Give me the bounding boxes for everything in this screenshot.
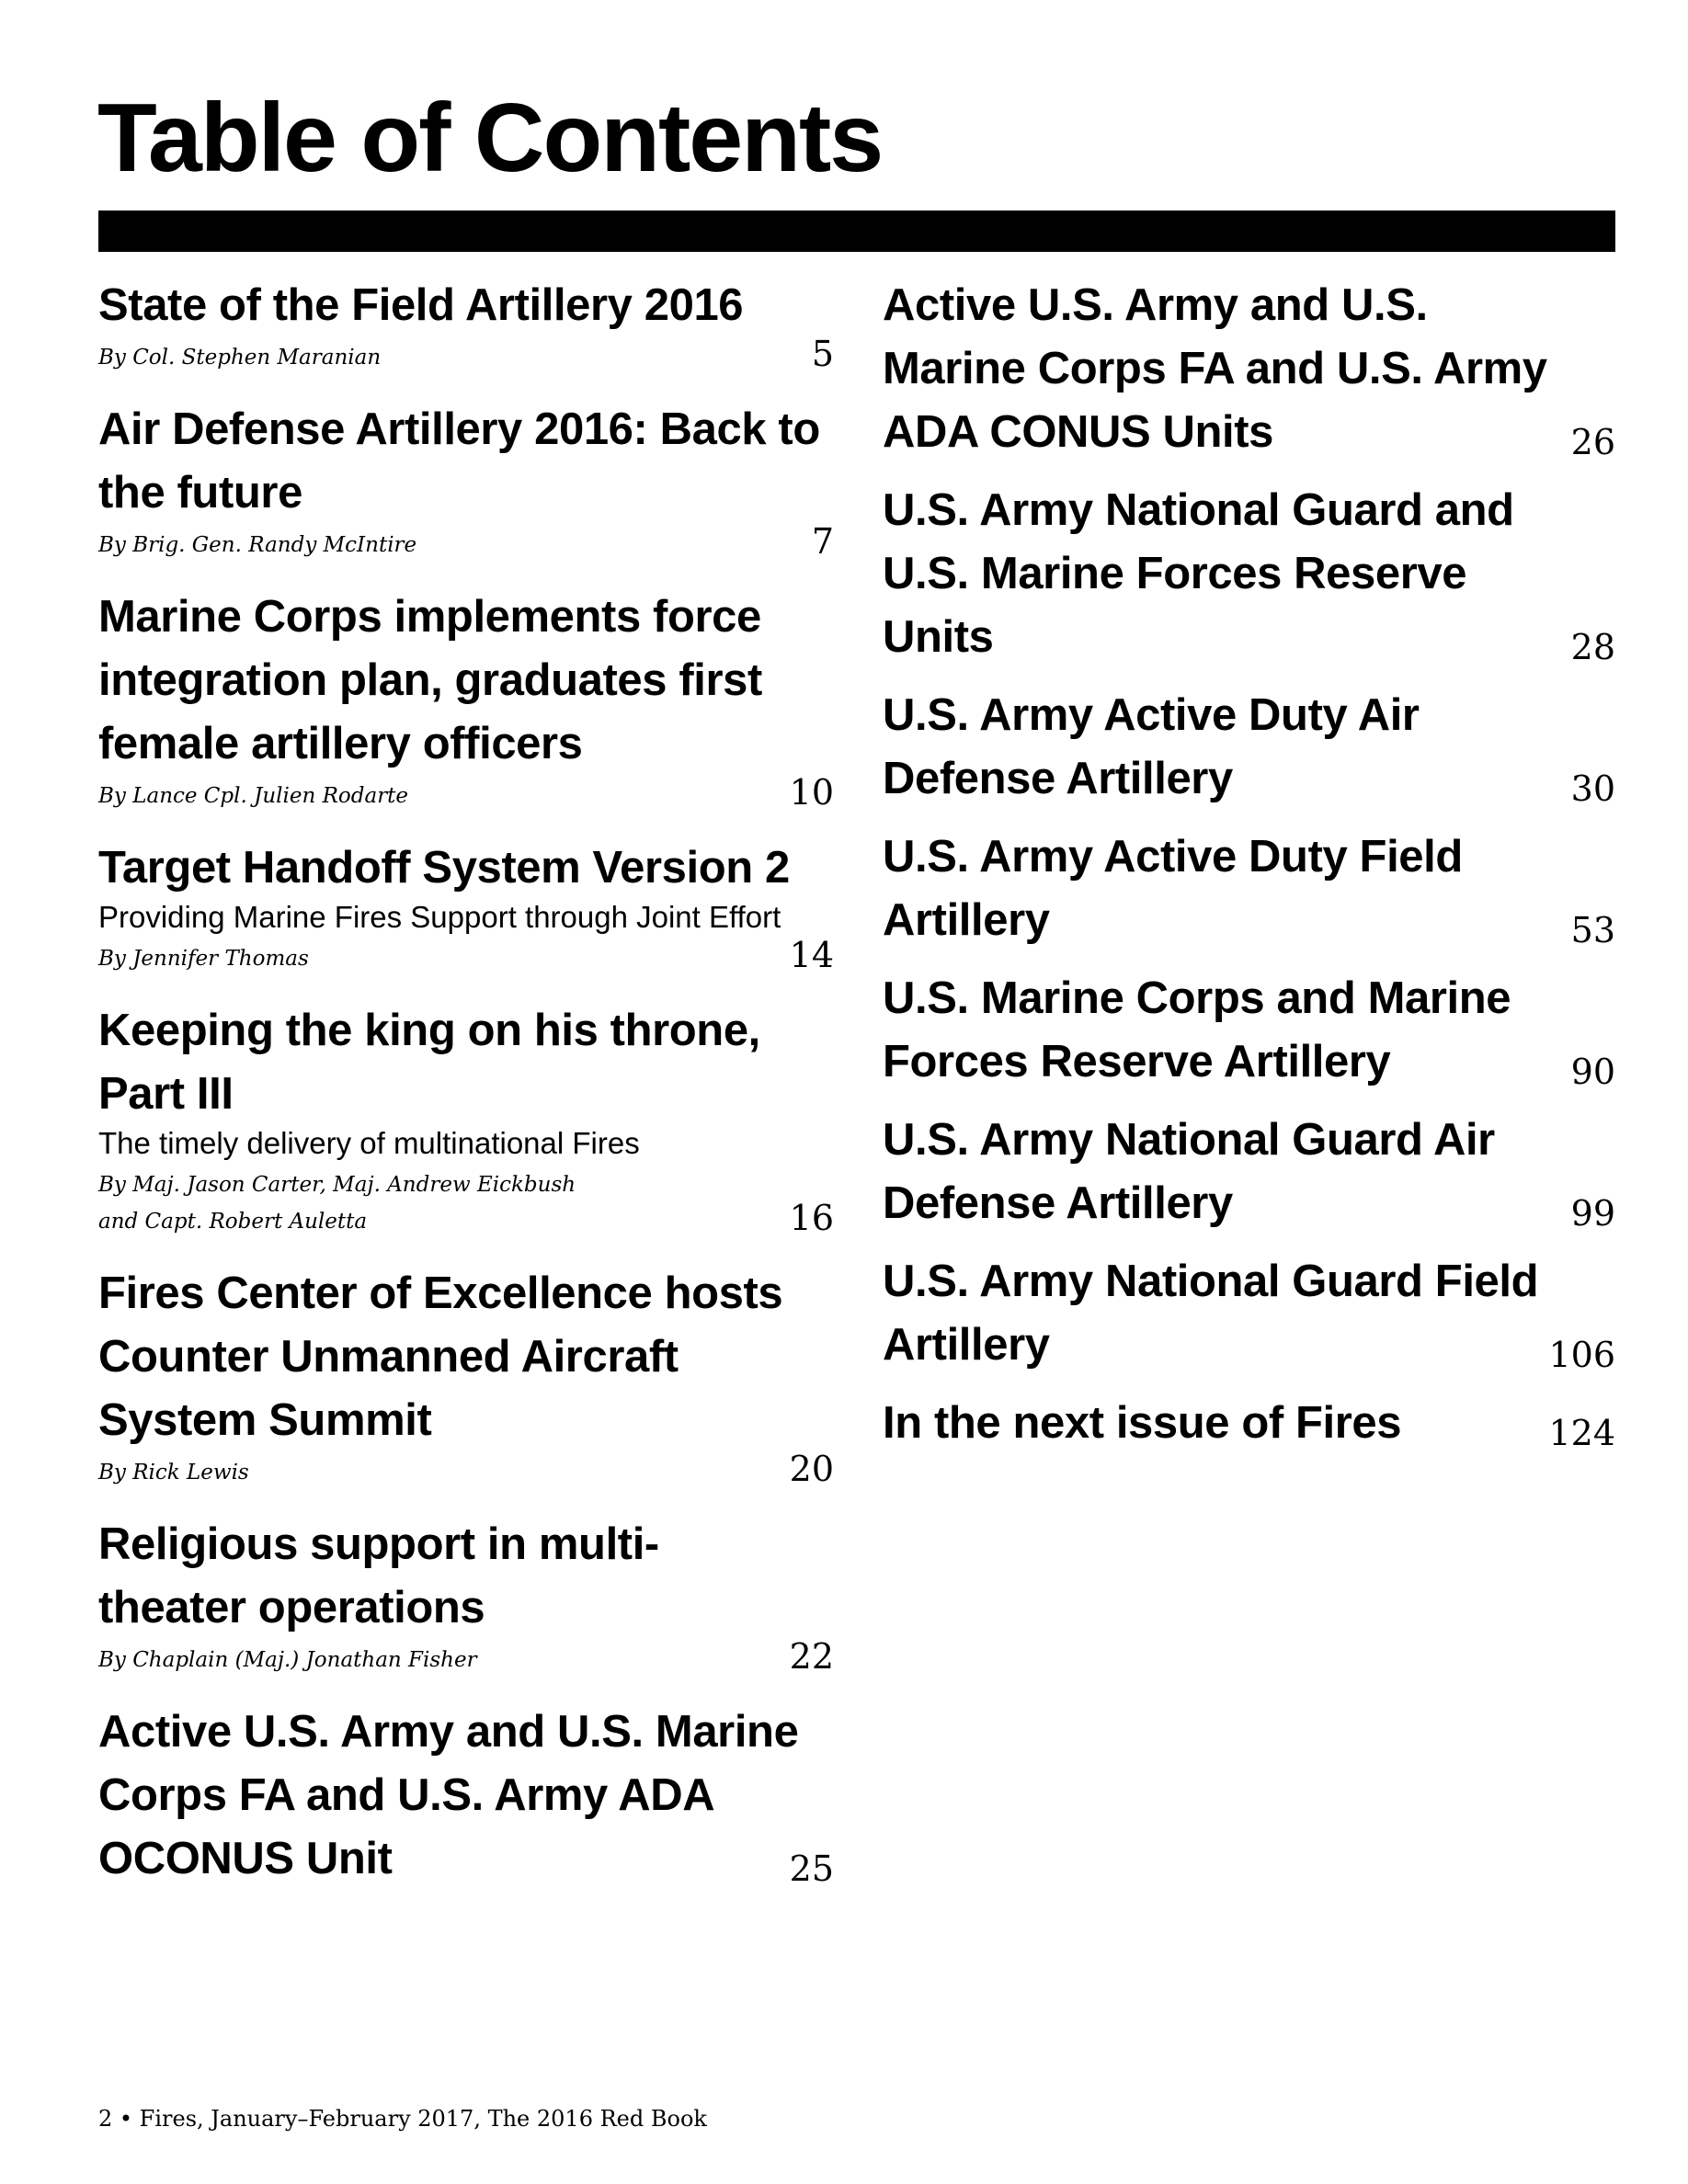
entry-title[interactable]: Keeping the king on his throne, Part III <box>98 1006 760 1119</box>
entry-page-number: 22 <box>789 1636 834 1677</box>
entry-title[interactable]: Active U.S. Army and U.S. Marine Corps FA and U.S. Army ADA CONUS Units <box>883 280 1547 457</box>
entry-page-number: 90 <box>1570 1052 1615 1092</box>
entry-page-number: 26 <box>1570 422 1615 462</box>
toc-entry[interactable] <box>98 1262 834 1491</box>
entry-page-number: 30 <box>1570 768 1615 809</box>
toc-entry[interactable] <box>98 836 834 977</box>
entry-page-number: 10 <box>789 772 834 813</box>
entry-page-number: 25 <box>789 1848 834 1889</box>
entry-page-number: 5 <box>811 334 834 374</box>
entry-page-number: 53 <box>1570 910 1615 950</box>
entry-page-number: 99 <box>1570 1193 1615 1234</box>
toc-entry[interactable] <box>883 1250 1615 1377</box>
entry-author: By Col. Stephen Maranian <box>98 346 382 370</box>
entry-author: By Jennifer Thomas <box>98 947 309 971</box>
page-footer: 2 • Fires, January–February 2017, The 2016 Red Book <box>98 2106 707 2132</box>
toc-entry[interactable] <box>883 1109 1615 1235</box>
toc-right-column <box>883 274 1615 1470</box>
toc-left-column <box>98 274 834 1913</box>
entry-page-number: 14 <box>789 935 834 975</box>
toc-entry[interactable] <box>883 1392 1615 1455</box>
toc-entry[interactable] <box>98 1701 834 1891</box>
entry-author: By Rick Lewis <box>98 1461 249 1484</box>
entry-title[interactable]: Marine Corps implements force integration plan, graduates first female artillery officers <box>98 592 762 768</box>
entry-title[interactable]: State of the Field Artillery 2016 <box>98 280 744 330</box>
entry-author: By Lance Cpl. Julien Rodarte <box>98 784 409 808</box>
toc-entry[interactable] <box>883 274 1615 464</box>
entry-title[interactable]: U.S. Marine Corps and Marine Forces Reserve Artillery <box>883 973 1511 1086</box>
entry-page-number: 124 <box>1548 1413 1615 1453</box>
entry-page-number: 106 <box>1548 1335 1615 1375</box>
entry-title[interactable]: Fires Center of Excellence hosts Counter Unmanned Aircraft System Summit <box>98 1268 783 1445</box>
entry-title[interactable]: U.S. Army National Guard Field Artillery <box>883 1257 1539 1370</box>
title-divider-bar <box>98 210 1615 252</box>
entry-title[interactable]: In the next issue of Fires <box>883 1398 1402 1448</box>
entry-page-number: 28 <box>1570 627 1615 667</box>
entry-title[interactable]: U.S. Army Active Duty Field Artillery <box>883 832 1463 945</box>
entry-title[interactable]: U.S. Army Active Duty Air Defense Artillery <box>883 690 1420 803</box>
entry-title[interactable]: U.S. Army National Guard Air Defense Artillery <box>883 1115 1495 1228</box>
entry-page-number: 16 <box>789 1198 834 1238</box>
entry-title[interactable]: Air Defense Artillery 2016: Back to the future <box>98 404 820 518</box>
entry-title[interactable]: U.S. Army National Guard and U.S. Marine Forces Reserve Units <box>883 485 1514 662</box>
entry-page-number: 7 <box>811 521 834 562</box>
entry-title[interactable]: Active U.S. Army and U.S. Marine Corps FA and U.S. Army ADA OCONUS Unit <box>98 1707 799 1883</box>
page-title: Table of Contents <box>97 84 883 192</box>
toc-entry[interactable] <box>883 825 1615 952</box>
entry-author: By Maj. Jason Carter, Maj. Andrew Eickbush and Capt. Robert Auletta <box>98 1173 576 1234</box>
toc-entry[interactable] <box>883 967 1615 1094</box>
entry-page-number: 20 <box>789 1449 834 1489</box>
toc-entry[interactable] <box>98 1513 834 1678</box>
toc-entry[interactable] <box>98 999 834 1240</box>
toc-entry[interactable] <box>883 684 1615 811</box>
toc-entry[interactable] <box>98 398 834 563</box>
entry-author: By Chaplain (Maj.) Jonathan Fisher <box>98 1648 477 1672</box>
entry-title[interactable]: Target Handoff System Version 2 <box>98 843 790 893</box>
toc-entry[interactable] <box>883 479 1615 669</box>
entry-title[interactable]: Religious support in multi-theater operations <box>98 1519 659 1632</box>
toc-entry[interactable] <box>98 586 834 814</box>
entry-author: By Brig. Gen. Randy McIntire <box>98 533 417 557</box>
entry-subtitle: The timely delivery of multinational Fires <box>98 1126 640 1160</box>
toc-entry[interactable] <box>98 274 834 376</box>
entry-subtitle: Providing Marine Fires Support through Joint Effort <box>98 900 781 934</box>
